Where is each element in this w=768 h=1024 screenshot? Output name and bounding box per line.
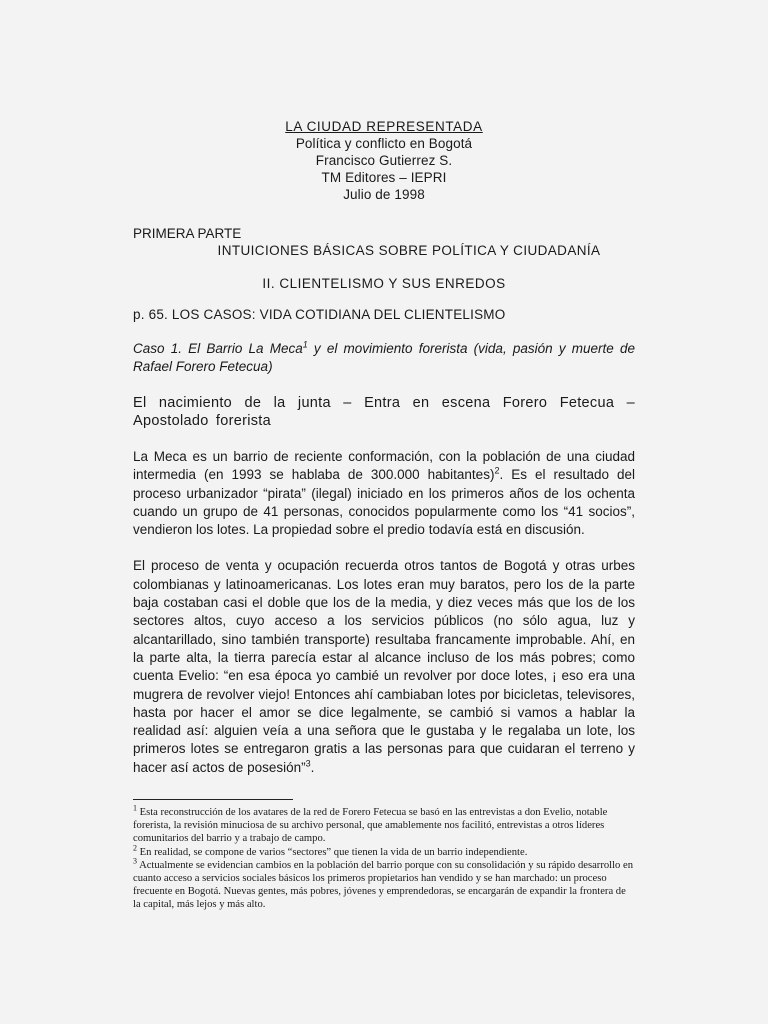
paragraph-2-text: El proceso de venta y ocupación recuerda otros tantos de Bogotá y otras urbes colombianas y latinoamericanas. Los lotes eran muy baratos, pero los de la parte baja costaban casi el doble que los de la media, y diez veces más que los de los sectores altos, cuyo acceso a los servicios públicos (no sólo agua, luz y alcantarillado, sino también transporte) resultaba francamente improbable. Ahí, en la parte alta, la tierra parecía estar al alcance incluso de los más pobres; como cuenta Evelio: “en esa época yo cambié un revolver por doce lotes, ¡ eso era una mugrera de revolver viejo! Entonces ahí cambiaban lotes por bicicletas, televisores, hasta por hacer el amor se dice legalmente, se cambió si vamos a hablar la realidad así: alguien veía a una señora que le gustaba y le regalaba un lote, los primeros lotes se entregaron gratis a las personas para que cuidaran el terreno y hacer así actos de posesión” [133,558,635,775]
subheading: El nacimiento de la junta – Entra en escena Forero Fetecua – Apostolado forerista [133,395,635,429]
footnote-ref-3: 3 [305,758,311,769]
document-author: Francisco Gutierrez S. [315,153,453,168]
paragraph-2 [133,557,635,777]
chapter-heading: II. CLIENTELISMO Y SUS ENREDOS [262,276,506,291]
paragraph-1-text: La Meca es un barrio de reciente conformación, con la población de una ciudad intermedia (en 1993 se hablaba de 300.000 habitantes) [133,449,635,483]
footnote-text: En realidad, se compone de varios “sectores” que tienen la vida de un barrio independiente. [137,846,528,858]
document-title: LA CIUDAD REPRESENTADA [285,119,483,134]
document-header [133,118,635,203]
case-heading-text: Caso 1. El Barrio La Meca [133,341,303,356]
paragraph-2-text-rest: . [310,759,315,775]
footnote-text: Actualmente se evidencian cambios en la población del barrio porque con su consolidación y su rápido desarrollo en cuanto acceso a servicios sociales básicos los primeros propietarios han vendido y se han marchado: un proceso frecuente en Bogotá. Nuevas gentes, más pobres, jóvenes y emprendedoras, se encargarán de expandir la frontera de la capital, más lejos y más alto. [133,859,633,911]
footnote-text: Esta reconstrucción de los avatares de la red de Forero Fetecua se basó en las entrevistas a don Evelio, notable forerista, la revisión minuciosa de su archivo personal, que amablemente nos facilitó, entrevistas a otros líderes comunitarios del barrio y a trabajo de campo. [133,807,608,845]
footnote-number: 3 [133,856,137,866]
document-date: Julio de 1998 [343,187,425,202]
section-heading: p. 65. LOS CASOS: VIDA COTIDIANA DEL CLIENTELISMO [133,307,506,322]
part-heading [133,225,635,259]
part-label: PRIMERA PARTE [133,226,242,241]
document-subtitle: Política y conflicto en Bogotá [295,136,473,151]
footnote-number: 1 [133,803,137,813]
footnote-number: 2 [133,843,137,853]
footnotes [133,803,635,912]
footnote-ref-2: 2 [494,465,500,476]
part-title: INTUICIONES BÁSICAS SOBRE POLÍTICA Y CIUDADANÍA [217,243,601,258]
footnote-3 [133,856,635,912]
paragraph-1-text-rest: . Es el resultado del proceso urbanizador “pirata” (ilegal) iniciado en los primeros años de los ochenta cuando un grupo de 41 personas, conocidos popularmente como los “41 socios”, vendieron los lotes. La propiedad sobre el predio todavía está en discusión. [133,467,635,538]
case-heading-text-rest: y el movimiento forerista (vida, pasión y muerte de Rafael Forero Fetecua) [133,341,635,374]
footnote-ref-1: 1 [302,339,308,350]
case-heading [133,340,635,376]
document-publisher: TM Editores – IEPRI [321,170,447,185]
footnote-divider [133,799,293,800]
paragraph-1 [133,448,635,539]
footnote-1 [133,803,635,846]
footnote-2 [133,843,635,859]
